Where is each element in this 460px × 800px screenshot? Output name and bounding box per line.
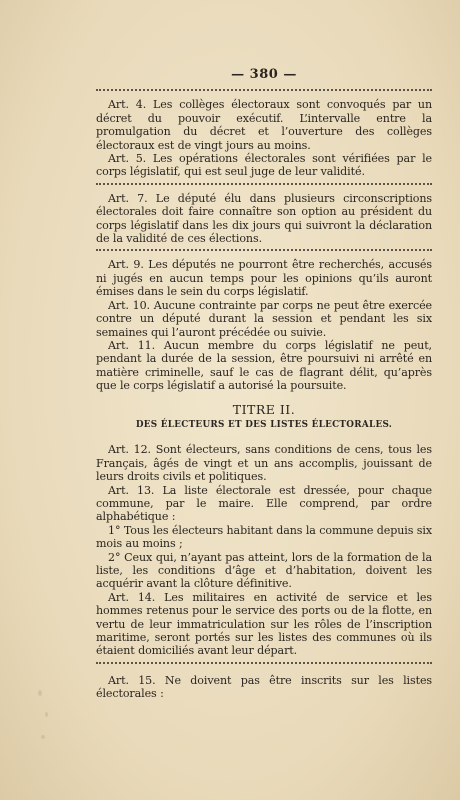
article-15: Art. 15. Ne doivent pas être inscrits sur les listes électorales : — [96, 673, 432, 701]
article-5: Art. 5. Les opérations électorales sont vérifiées par le corps législatif, qui est seul juge de leur validité. — [96, 152, 432, 179]
article-12: Art. 12. Sont électeurs, sans conditions de cens, tous les Français, âgés de vingt et un ans accomplis, jouissant de leurs droits civils et politiques. — [96, 443, 432, 484]
ellipsis-divider — [96, 183, 432, 187]
page-number: — 380 — — [231, 67, 297, 82]
ellipsis-divider — [96, 662, 432, 666]
section-subtitle: DES ÉLECTEURS ET DES LISTES ÉLECTORALES. — [135, 419, 393, 430]
article-7: Art. 7. Le député élu dans plusieurs circonscriptions électorales doit faire connaître son option au président du corps législatif dans les dix jours qui suivront la déclaration de la validité de ces élections. — [96, 191, 432, 246]
list-item-2: 2° Ceux qui, n’ayant pas atteint, lors de la formation de la liste, les conditions d’âge et d’habitation, doivent les acquérir avant la clôture définitive. — [96, 550, 432, 591]
list-item-1: 1° Tous les électeurs habitant dans la commune depuis six mois au moins ; — [96, 523, 432, 551]
article-14: Art. 14. Les militaires en activité de service et les hommes retenus pour le service des ports ou de la flotte, en vertu de leur immatriculation sur les rôles de l’inscription maritime, seront portés sur les listes des communes où ils étaient domiciliés avant leur départ. — [96, 590, 432, 658]
section-title: TITRE II. — [232, 401, 296, 417]
ellipsis-divider — [96, 89, 432, 93]
article-13: Art. 13. La liste électorale est dressée, pour chaque commune, par le maire. Elle comprend, par ordre alphabétique : — [96, 483, 432, 524]
paper-stain — [41, 735, 45, 739]
paper-stain — [45, 712, 48, 717]
article-4: Art. 4. Les collèges électoraux sont convoqués par un décret du pouvoir exécutif. L’intervalle entre la promulgation du décret et l’ouverture des collèges électoraux est de vingt jours au moins. — [96, 98, 432, 152]
article-9: Art. 9. Les députés ne pourront être recherchés, accusés ni jugés en aucun temps pour les opinions qu’ils auront émises dans le sein du corps législatif. — [96, 258, 432, 299]
article-11: Art. 11. Aucun membre du corps législatif ne peut, pendant la durée de la session, être poursuivi ni arrêté en matière criminelle, sauf le cas de flagrant délit, qu’après que le corps législatif a autorisé la poursuite. — [96, 338, 432, 393]
ellipsis-divider — [96, 249, 432, 253]
paper-stain — [38, 690, 42, 696]
text-column — [96, 62, 432, 701]
article-10: Art. 10. Aucune contrainte par corps ne peut être exercée contre un député durant la session et pendant les six semaines qui l’auront précédée ou suivie. — [96, 298, 432, 339]
